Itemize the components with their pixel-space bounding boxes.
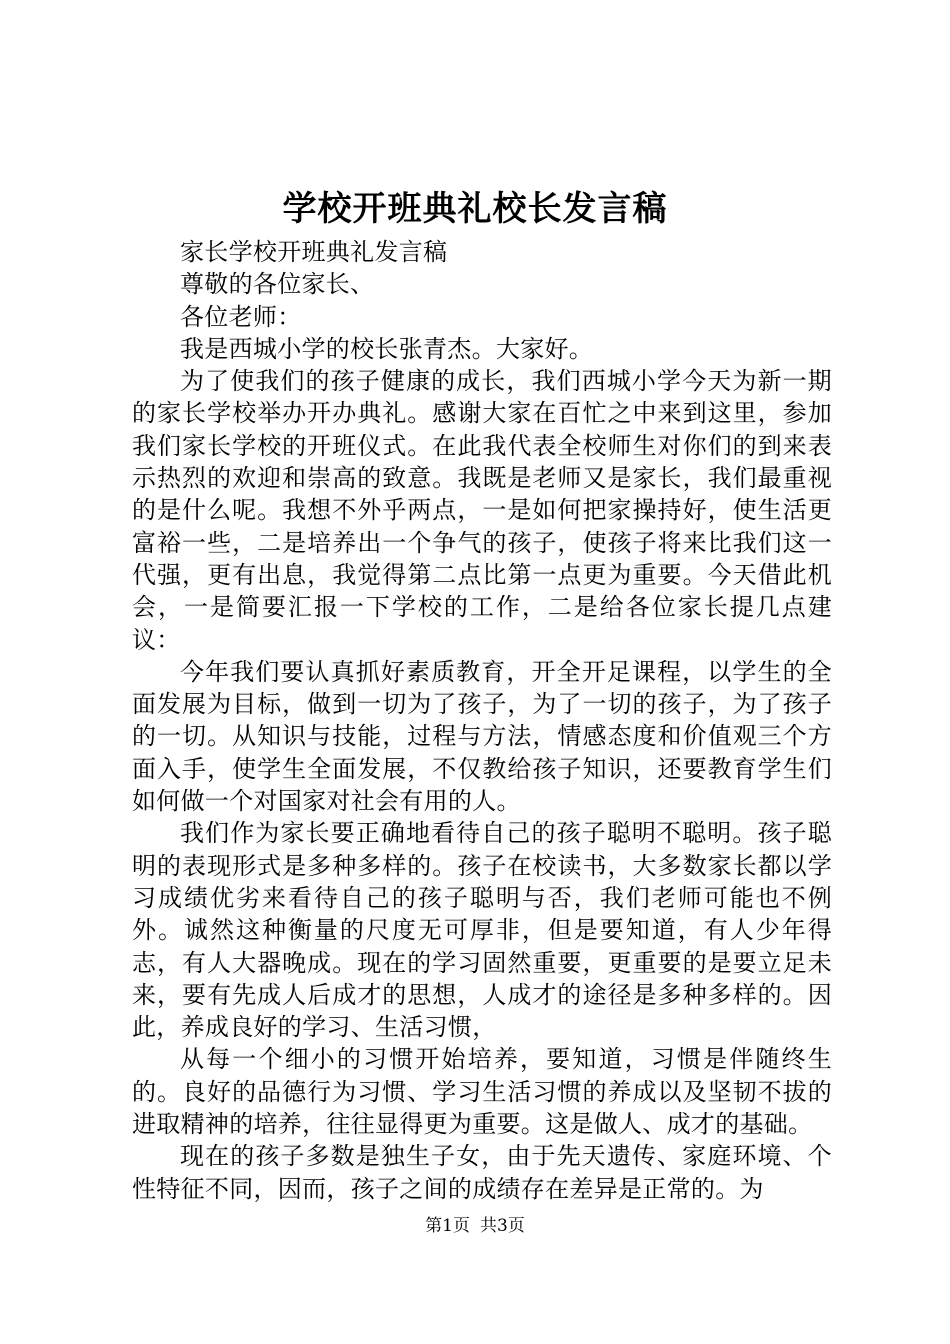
paragraph: 尊敬的各位家长、 — [180, 270, 375, 299]
paragraph: 为了使我们的孩子健康的成长，我们西城小学今天为新一期的家长学校举办开办典礼。感谢大家在百忙之中来到这里，参加我们家长学校的开班仪式。在此我代表全校师生对你们的到来表示热烈的欢迎和崇高的致意。我既是老师又是家长，我们最重视的是什么呢。我想不外乎两点，一是如何把家操持好，使生活更富裕一些，二是培养出一个争气的孩子，使孩子将来比我们这一代强，更有出息，我觉得第二点比第一点更为重要。今天借此机会，一是简要汇报一下学校的工作，二是给各位家长提几点建议： — [132, 367, 832, 654]
page-number: 第1页 — [425, 1216, 470, 1236]
document-title: 学校开班典礼校长发言稿 — [282, 189, 668, 229]
document-body — [132, 236, 832, 1205]
paragraph: 各位老师： — [180, 302, 302, 331]
paragraph: 家长学校开班典礼发言稿 — [180, 238, 448, 266]
paragraph: 现在的孩子多数是独生子女，由于先天遗传、家庭环境、个性特征不同，因而，孩子之间的成绩存在差异是正常的。为 — [132, 1142, 832, 1203]
paragraph: 今年我们要认真抓好素质教育，开全开足课程，以学生的全面发展为目标，做到一切为了孩子，为了一切的孩子，为了孩子的一切。从知识与技能，过程与方法，情感态度和价值观三个方面入手，使学生全面发展，不仅教给孩子知识，还要教育学生们如何做一个对国家对社会有用的人。 — [132, 657, 832, 816]
page-footer — [0, 1214, 950, 1238]
paragraph: 从每一个细小的习惯开始培养，要知道，习惯是伴随终生的。良好的品德行为习惯、学习生活习惯的养成以及坚韧不拔的进取精神的培养，往往显得更为重要。这是做人、成才的基础。 — [132, 1045, 832, 1139]
paragraph: 我是西城小学的校长张青杰。大家好。 — [180, 334, 594, 363]
paragraph: 我们作为家长要正确地看待自己的孩子聪明不聪明。孩子聪明的表现形式是多种多样的。孩子在校读书，大多数家长都以学习成绩优劣来看待自己的孩子聪明与否，我们老师可能也不例外。诚然这种衡量的尺度无可厚非，但是要知道，有人少年得志，有人大器晚成。现在的学习固然重要，更重要的是要立足未来，要有先成人后成才的思想，人成才的途径是多种多样的。因此，养成良好的学习、生活习惯， — [132, 819, 832, 1042]
page-total: 共3页 — [480, 1216, 525, 1236]
